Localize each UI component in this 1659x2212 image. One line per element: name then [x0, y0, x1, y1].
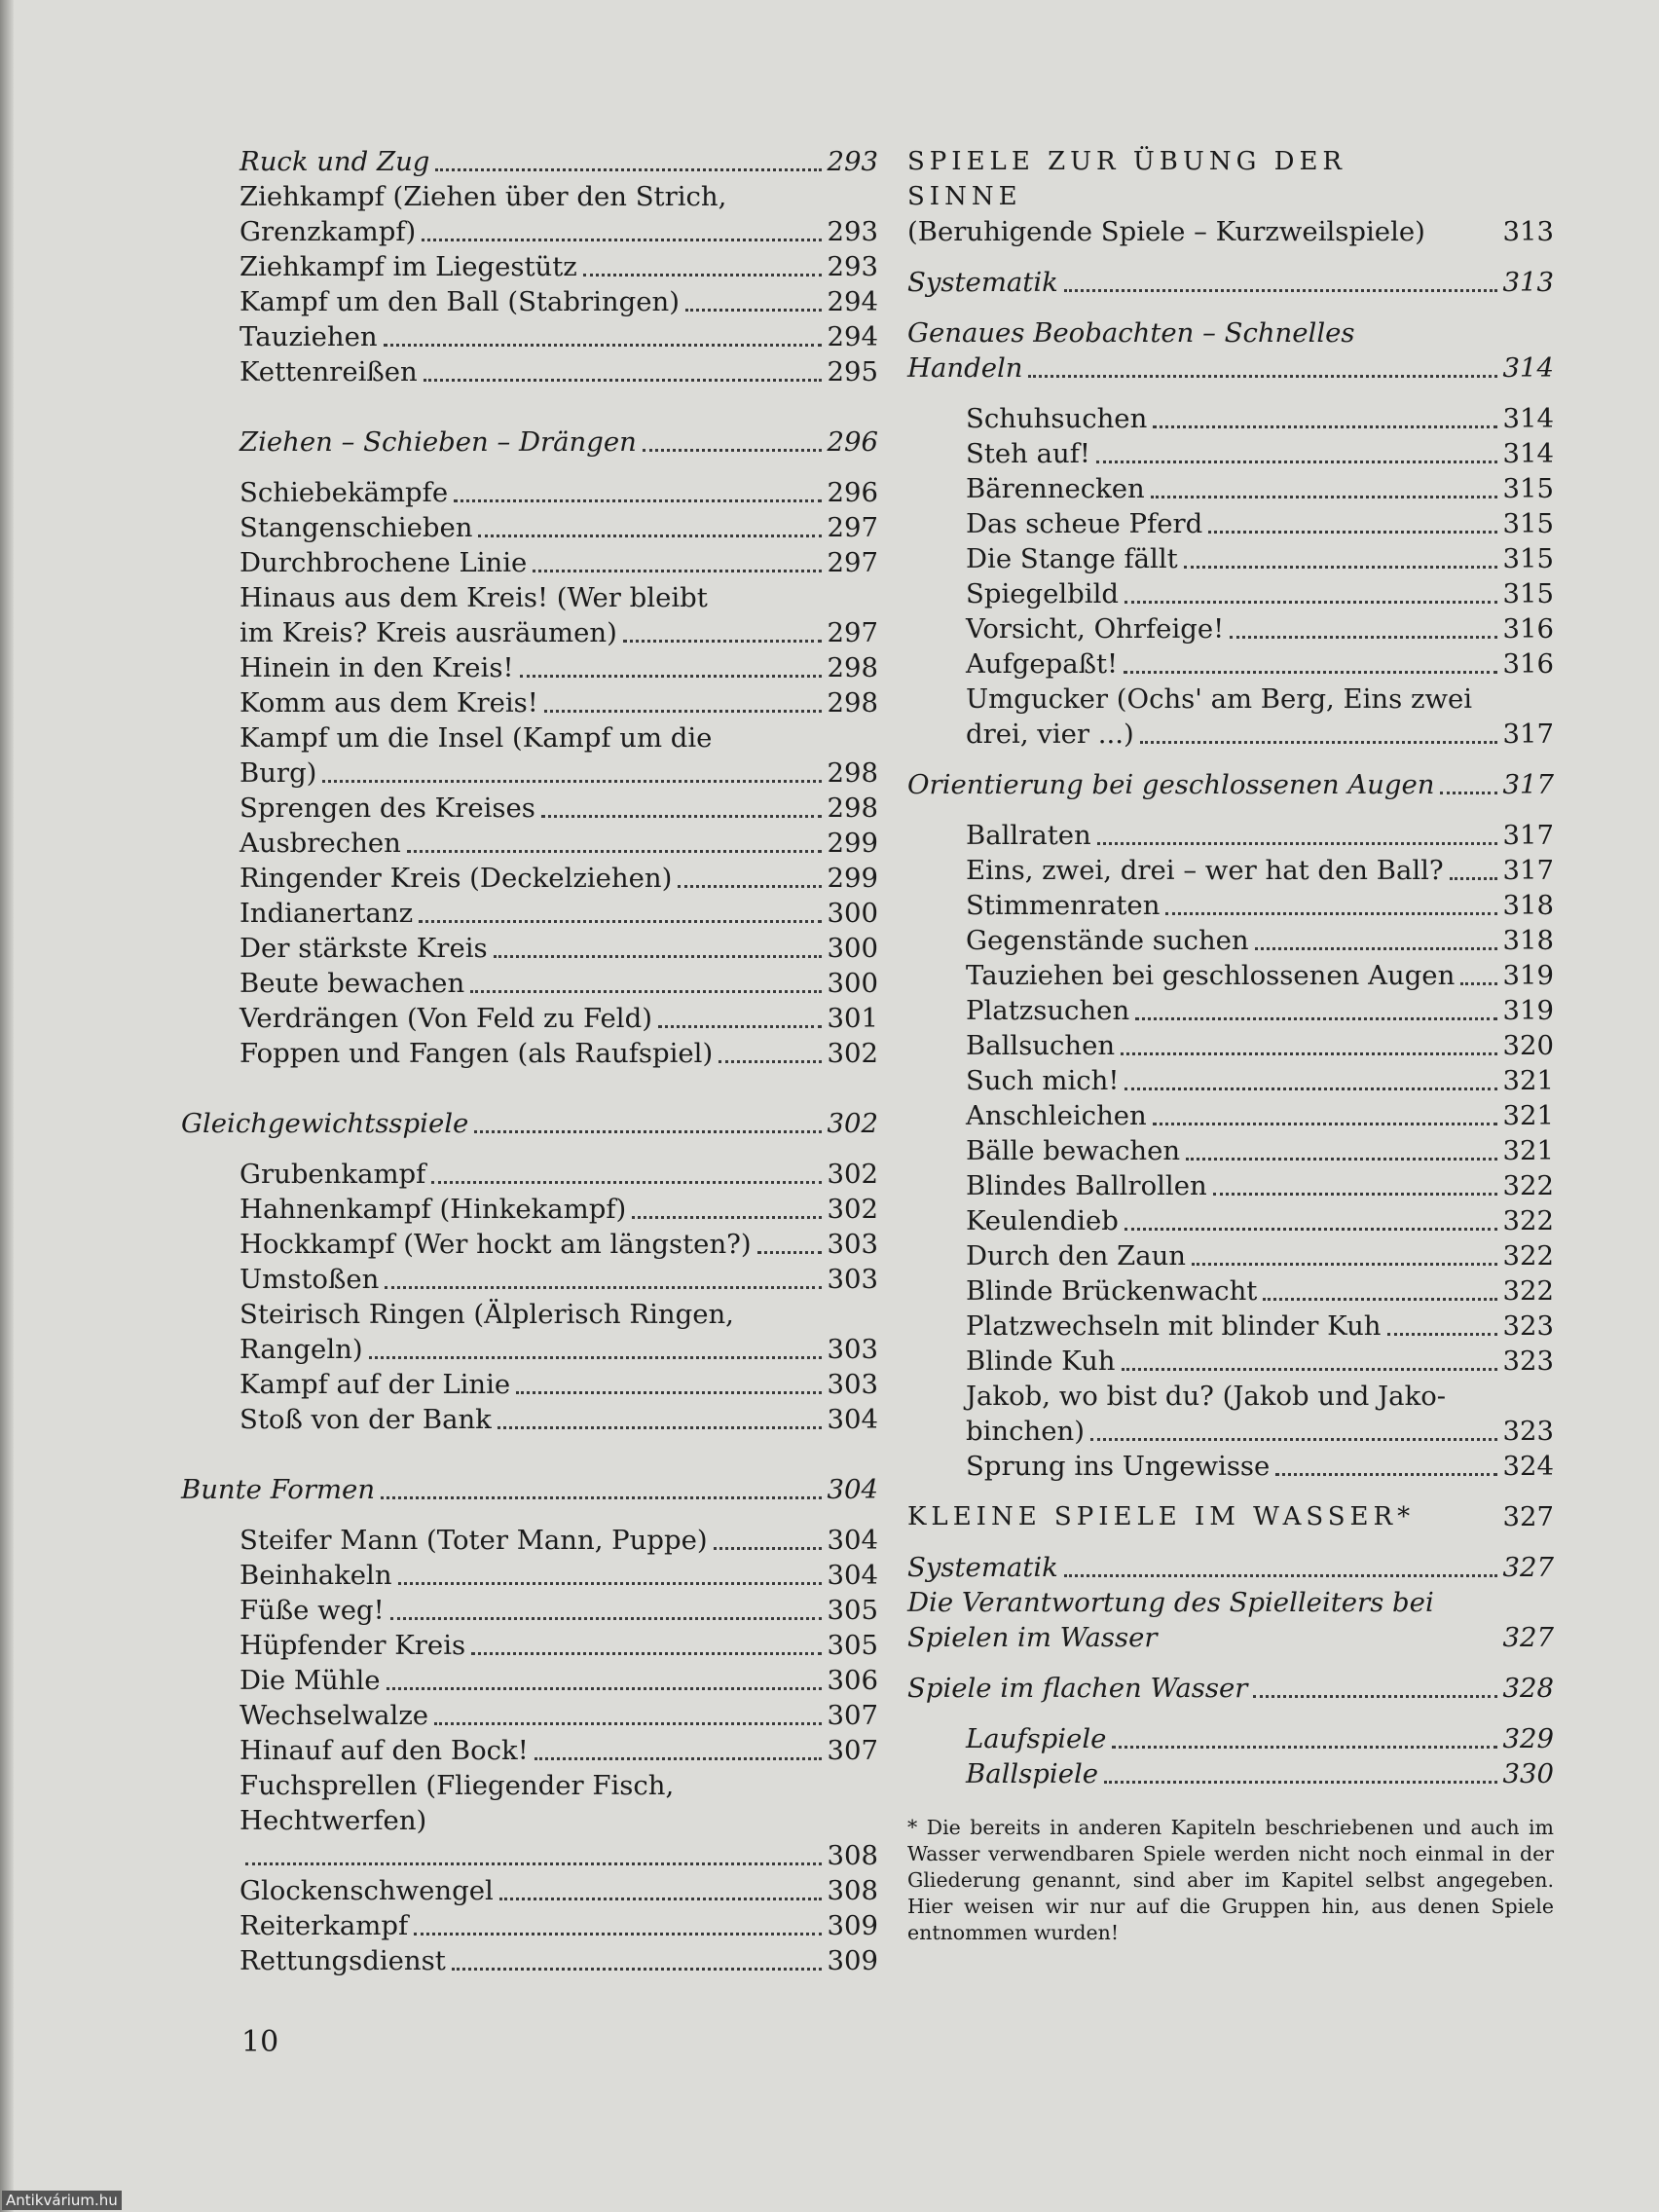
toc-list-bunte-formen — [240, 1523, 878, 1978]
toc-entry — [966, 888, 1554, 923]
toc-entry-title: Foppen und Fangen (als Raufspiel) — [240, 1038, 714, 1069]
toc-entry-page: 302 — [827, 1194, 878, 1225]
toc-entry — [240, 545, 878, 580]
toc-entry-title: Beute bewachen — [240, 968, 465, 999]
toc-heading-line1: Genaues Beobachten – Schnelles — [907, 317, 1355, 349]
toc-entry — [240, 284, 878, 319]
toc-entry-page: 309 — [827, 1945, 878, 1976]
toc-entry-page: 322 — [1502, 1205, 1554, 1236]
toc-entry — [240, 896, 878, 931]
toc-entry-page: 324 — [1502, 1451, 1554, 1482]
toc-entry-title: Die Stange fällt — [966, 543, 1178, 574]
chapter-title-line2: SINNE — [907, 182, 1022, 211]
toc-entry — [240, 1001, 878, 1036]
toc-entry — [240, 214, 878, 249]
toc-entry-page: 298 — [827, 652, 878, 683]
toc-entry — [966, 818, 1554, 853]
toc-entry — [240, 650, 878, 685]
toc-heading-title: Ruck und Zug — [240, 146, 430, 177]
toc-entry-page: 299 — [827, 828, 878, 859]
toc-entry — [966, 1721, 1554, 1756]
toc-entry-title: Tauziehen — [240, 321, 378, 352]
toc-entry-page: 320 — [1502, 1030, 1554, 1061]
toc-entry — [240, 1908, 878, 1943]
toc-heading — [907, 1550, 1554, 1585]
toc-entry — [240, 685, 878, 720]
toc-entry — [240, 510, 878, 545]
toc-entry-page: 315 — [1502, 578, 1554, 609]
toc-heading — [240, 424, 878, 460]
toc-entry-page: 321 — [1502, 1135, 1554, 1166]
chapter-subtitle — [907, 214, 1554, 249]
toc-heading — [907, 350, 1554, 386]
toc-entry — [240, 354, 878, 389]
toc-entry — [966, 1273, 1554, 1309]
toc-entry — [966, 1098, 1554, 1133]
toc-entry-page: 316 — [1502, 613, 1554, 645]
toc-entry-title: Blinde Brückenwacht — [966, 1275, 1258, 1307]
toc-entry-page: 322 — [1502, 1240, 1554, 1272]
toc-heading-page: 328 — [1502, 1673, 1554, 1704]
toc-entry-title: Ballspiele — [966, 1758, 1099, 1789]
toc-heading-title: Systematik — [907, 267, 1058, 298]
toc-entry-page: 315 — [1502, 543, 1554, 574]
toc-entry-title: Füße weg! — [240, 1595, 385, 1626]
toc-entry — [240, 1943, 878, 1978]
toc-entry-page: 303 — [827, 1229, 878, 1260]
toc-entry — [966, 1756, 1554, 1791]
toc-heading-page: 327 — [1502, 1552, 1554, 1583]
toc-entry — [966, 436, 1554, 471]
toc-entry-title: Durch den Zaun — [966, 1240, 1187, 1272]
toc-entry-page: 298 — [827, 793, 878, 824]
toc-heading-page: 293 — [827, 146, 878, 177]
toc-heading-page: 304 — [827, 1474, 878, 1505]
toc-entry-title: drei, vier ...) — [966, 719, 1134, 750]
toc-entry — [966, 1028, 1554, 1063]
toc-entry — [966, 1344, 1554, 1379]
toc-entry — [240, 1332, 878, 1367]
toc-entry-page: 309 — [827, 1910, 878, 1941]
toc-entry-title: binchen) — [966, 1416, 1085, 1447]
toc-entry-title: Rettungsdienst — [240, 1945, 446, 1976]
toc-heading — [240, 144, 878, 179]
toc-entry-title: Indianertanz — [240, 898, 414, 929]
toc-entry — [240, 861, 878, 896]
toc-entry — [240, 615, 878, 650]
toc-heading-title: Spiele im flachen Wasser — [907, 1673, 1248, 1704]
toc-entry — [240, 319, 878, 354]
page-edge-shadow — [0, 0, 14, 2212]
toc-entry — [966, 923, 1554, 958]
toc-entry-page: 305 — [827, 1630, 878, 1661]
toc-entry-page: 293 — [827, 251, 878, 282]
toc-entry-page: 300 — [827, 898, 878, 929]
toc-entry — [966, 717, 1554, 752]
toc-heading — [181, 1472, 878, 1507]
toc-entry-title: Hahnenkampf (Hinkekampf) — [240, 1194, 627, 1225]
toc-entry-title: Kampf auf der Linie — [240, 1369, 511, 1400]
footnote: * Die bereits in anderen Kapiteln beschriebenen und auch im Wasser verwendbaren Spiele werden nicht noch einmal in der Gliederung genannt, sind aber im Kapitel selbst angegeben. Hier weisen wir nur auf die Gruppen hin, aus denen Spiele entnommen wurden! — [907, 1816, 1554, 1944]
toc-list-gleichgewichtsspiele — [240, 1157, 878, 1437]
toc-entry-page: 295 — [827, 356, 878, 387]
toc-entry-page: 330 — [1502, 1758, 1554, 1789]
toc-entry-title: Steh auf! — [966, 438, 1090, 469]
toc-entry-page: 300 — [827, 933, 878, 964]
toc-entry-title: Ziehkampf im Liegestütz — [240, 251, 577, 282]
chapter-title-text: KLEINE SPIELE IM WASSER* — [907, 1502, 1416, 1531]
toc-entry-line: Hechtwerfen) — [240, 1805, 427, 1836]
toc-entry-title: Kampf um den Ball (Stabringen) — [240, 286, 680, 317]
toc-entry-title: Sprengen des Kreises — [240, 793, 535, 824]
chapter-subtitle-title: (Beruhigende Spiele – Kurzweilspiele) — [907, 216, 1425, 247]
toc-entry-title: im Kreis? Kreis ausräumen) — [240, 617, 617, 648]
toc-entry — [240, 966, 878, 1001]
toc-entry — [966, 853, 1554, 888]
toc-entry — [240, 1663, 878, 1698]
toc-list-ziehen-schieben — [240, 475, 878, 1071]
toc-heading — [907, 767, 1554, 802]
toc-entry-page: 303 — [827, 1334, 878, 1365]
toc-entry-title: Schiebekämpfe — [240, 477, 449, 508]
toc-list-flaches-wasser — [907, 1721, 1554, 1791]
toc-entry-page: 298 — [827, 757, 878, 789]
chapter-title-page: 327 — [1502, 1501, 1554, 1532]
toc-entry-page: 308 — [827, 1875, 878, 1906]
chapter-title-line1: SPIELE ZUR ÜBUNG DER — [907, 147, 1346, 176]
toc-entry — [240, 1558, 878, 1593]
toc-entry — [966, 1238, 1554, 1273]
toc-entry-page: 315 — [1502, 508, 1554, 539]
toc-entry-title: Kettenreißen — [240, 356, 418, 387]
toc-entry — [966, 646, 1554, 682]
toc-entry — [240, 826, 878, 861]
toc-entry — [966, 611, 1554, 646]
toc-entry-title: Ballsuchen — [966, 1030, 1116, 1061]
toc-entry-title: Sprung ins Ungewisse — [966, 1451, 1271, 1482]
toc-entry-page: 314 — [1502, 403, 1554, 434]
toc-list-orientierung — [907, 818, 1554, 1484]
toc-entry-page: 297 — [827, 512, 878, 543]
toc-entry-title: Eins, zwei, drei – wer hat den Ball? — [966, 855, 1444, 886]
toc-heading-title: Spielen im Wasser — [907, 1622, 1158, 1653]
toc-entry-page: 300 — [827, 968, 878, 999]
toc-heading-title: Bunte Formen — [181, 1474, 376, 1505]
toc-entry-page: 297 — [827, 547, 878, 578]
toc-entry — [240, 1628, 878, 1663]
toc-entry — [966, 958, 1554, 993]
toc-entry-page: 315 — [1502, 473, 1554, 504]
toc-entry-page: 322 — [1502, 1275, 1554, 1307]
toc-heading-line1: Die Verantwortung des Spielleiters bei — [907, 1587, 1434, 1618]
toc-entry-page: 302 — [827, 1038, 878, 1069]
toc-entry — [240, 1157, 878, 1192]
toc-entry-title: Vorsicht, Ohrfeige! — [966, 613, 1225, 645]
chapter-title-wasser — [907, 1499, 1554, 1534]
toc-entry — [240, 1593, 878, 1628]
toc-right-column — [907, 144, 1554, 1946]
toc-entry-title: Ringender Kreis (Deckelziehen) — [240, 863, 673, 894]
toc-heading-title: Handeln — [907, 352, 1023, 384]
toc-heading-page: 302 — [827, 1108, 878, 1139]
toc-entry-page: 323 — [1502, 1346, 1554, 1377]
toc-entry-page: 298 — [827, 687, 878, 719]
toc-heading-page: 296 — [827, 426, 878, 458]
toc-entry-title: Grubenkampf — [240, 1159, 426, 1190]
toc-entry-title: Hockkampf (Wer hockt am längsten?) — [240, 1229, 752, 1260]
toc-entry-page: 317 — [1502, 719, 1554, 750]
toc-heading-title: Systematik — [907, 1552, 1058, 1583]
toc-entry-title: Hüpfender Kreis — [240, 1630, 466, 1661]
toc-entry — [240, 1192, 878, 1227]
toc-entry-page: 303 — [827, 1369, 878, 1400]
toc-entry-title: Burg) — [240, 757, 317, 789]
toc-entry-title: Bälle bewachen — [966, 1135, 1181, 1166]
toc-entry-title: Such mich! — [966, 1065, 1120, 1096]
toc-entry — [240, 1733, 878, 1768]
toc-entry-title: Blinde Kuh — [966, 1346, 1116, 1377]
toc-entry-title: Verdrängen (Von Feld zu Feld) — [240, 1003, 652, 1034]
toc-heading-page: 317 — [1502, 769, 1554, 800]
toc-heading — [181, 1106, 878, 1141]
toc-entry-page: 302 — [827, 1159, 878, 1190]
toc-list-beobachten — [907, 401, 1554, 752]
toc-entry-page: 305 — [827, 1595, 878, 1626]
toc-entry-title: Der stärkste Kreis — [240, 933, 488, 964]
toc-entry-page: 304 — [827, 1404, 878, 1435]
toc-entry-page: 293 — [827, 216, 878, 247]
toc-entry — [966, 506, 1554, 541]
toc-heading-title: Gleichgewichtsspiele — [181, 1108, 469, 1139]
toc-entry-title: Stoß von der Bank — [240, 1404, 492, 1435]
toc-entry-page: 321 — [1502, 1065, 1554, 1096]
toc-entry-page: 318 — [1502, 925, 1554, 956]
toc-entry — [240, 756, 878, 791]
toc-entry-title: Anschleichen — [966, 1100, 1147, 1131]
toc-entry-title: Die Mühle — [240, 1665, 381, 1696]
toc-entry-page: 304 — [827, 1560, 878, 1591]
toc-entry-page: 319 — [1502, 960, 1554, 991]
toc-left-column — [181, 144, 878, 1978]
toc-entry-page: 296 — [827, 477, 878, 508]
toc-entry-title: Ballraten — [966, 820, 1091, 851]
toc-entry-page: 329 — [1502, 1723, 1554, 1754]
watermark: Antikvárium.hu — [2, 2191, 122, 2210]
toc-entry — [966, 1414, 1554, 1449]
toc-entry-page: 294 — [827, 286, 878, 317]
toc-entry-page: 304 — [827, 1525, 878, 1556]
toc-entry-page: 307 — [827, 1735, 878, 1766]
toc-entry-line: Hinaus aus dem Kreis! (Wer bleibt — [240, 582, 708, 613]
toc-entry — [240, 1873, 878, 1908]
toc-entry-page: 314 — [1502, 438, 1554, 469]
toc-entry — [240, 1367, 878, 1402]
toc-entry — [240, 1402, 878, 1437]
toc-entry-page: 322 — [1502, 1170, 1554, 1201]
toc-entry-title: Umstoßen — [240, 1264, 380, 1295]
chapter-subtitle-page: 313 — [1502, 216, 1554, 247]
toc-entry-page: 308 — [827, 1840, 878, 1871]
toc-entry-title: Schuhsuchen — [966, 403, 1148, 434]
toc-entry-title: Reiterkampf — [240, 1910, 409, 1941]
toc-entry-line: Jakob, wo bist du? (Jakob und Jako- — [966, 1381, 1447, 1412]
toc-entry-title: Platzwechseln mit blinder Kuh — [966, 1310, 1382, 1342]
toc-entry-page: 301 — [827, 1003, 878, 1034]
toc-entry-title: Beinhakeln — [240, 1560, 392, 1591]
page-number: 10 — [241, 2025, 279, 2059]
toc-entry-title: Wechselwalze — [240, 1700, 429, 1731]
toc-entry — [240, 1036, 878, 1071]
toc-entry-page: 317 — [1502, 820, 1554, 851]
toc-entry — [240, 1523, 878, 1558]
toc-entry-title: Komm aus dem Kreis! — [240, 687, 538, 719]
toc-entry-page: 297 — [827, 617, 878, 648]
toc-entry-page: 316 — [1502, 648, 1554, 680]
toc-entry — [966, 1168, 1554, 1203]
toc-heading-page: 313 — [1502, 267, 1554, 298]
toc-entry — [240, 475, 878, 510]
toc-entry-title: Hinauf auf den Bock! — [240, 1735, 529, 1766]
toc-entry — [240, 1262, 878, 1297]
toc-heading-page: 314 — [1502, 352, 1554, 384]
toc-entry-title: Ausbrechen — [240, 828, 401, 859]
toc-entry-line: Fuchsprellen (Fliegender Fisch, — [240, 1770, 675, 1801]
toc-entry — [966, 1133, 1554, 1168]
toc-entry — [240, 931, 878, 966]
toc-entry-title: Tauziehen bei geschlossenen Augen — [966, 960, 1456, 991]
toc-entry — [240, 791, 878, 826]
toc-entry-page: 299 — [827, 863, 878, 894]
toc-entry — [240, 1698, 878, 1733]
toc-entry-page: 323 — [1502, 1310, 1554, 1342]
toc-entry-page: 317 — [1502, 855, 1554, 886]
toc-entry-title: Das scheue Pferd — [966, 508, 1203, 539]
toc-entry-title: Glockenschwengel — [240, 1875, 494, 1906]
toc-entry — [966, 401, 1554, 436]
toc-entry — [966, 471, 1554, 506]
toc-heading-title: Ziehen – Schieben – Drängen — [240, 426, 637, 458]
toc-entry-title: Grenzkampf) — [240, 216, 417, 247]
toc-entry — [240, 249, 878, 284]
toc-list-ruck-und-zug — [240, 179, 878, 389]
toc-heading — [907, 265, 1554, 300]
toc-heading-title: Orientierung bei geschlossenen Augen — [907, 769, 1435, 800]
toc-entry-title: Platzsuchen — [966, 995, 1130, 1026]
toc-entry — [966, 1309, 1554, 1344]
toc-heading — [907, 1620, 1554, 1655]
toc-entry-page: 321 — [1502, 1100, 1554, 1131]
toc-entry — [966, 993, 1554, 1028]
toc-entry-title: Spiegelbild — [966, 578, 1119, 609]
toc-entry — [966, 1063, 1554, 1098]
toc-entry — [966, 541, 1554, 576]
toc-entry-title: Bärennecken — [966, 473, 1145, 504]
toc-entry-page: 303 — [827, 1264, 878, 1295]
toc-entry-line: Ziehkampf (Ziehen über den Strich, — [240, 181, 727, 212]
toc-entry-page: 323 — [1502, 1416, 1554, 1447]
toc-entry-page: 319 — [1502, 995, 1554, 1026]
toc-entry-line: Kampf um die Insel (Kampf um die — [240, 722, 713, 754]
toc-entry-title: Steifer Mann (Toter Mann, Puppe) — [240, 1525, 708, 1556]
toc-entry — [240, 1838, 878, 1873]
toc-entry — [966, 1449, 1554, 1484]
toc-entry — [240, 1227, 878, 1262]
toc-entry-page: 318 — [1502, 890, 1554, 921]
toc-entry-title: Stangenschieben — [240, 512, 473, 543]
toc-entry-page: 294 — [827, 321, 878, 352]
toc-entry-title: Keulendieb — [966, 1205, 1119, 1236]
toc-heading — [907, 1671, 1554, 1706]
toc-entry-title: Rangeln) — [240, 1334, 363, 1365]
toc-entry — [966, 1203, 1554, 1238]
toc-entry-page: 307 — [827, 1700, 878, 1731]
toc-heading-page: 327 — [1502, 1622, 1554, 1653]
toc-entry-title: Laufspiele — [966, 1723, 1107, 1754]
toc-entry-title: Stimmenraten — [966, 890, 1161, 921]
toc-entry-line: Steirisch Ringen (Älplerisch Ringen, — [240, 1299, 734, 1330]
toc-entry — [966, 576, 1554, 611]
toc-entry-line: Umgucker (Ochs' am Berg, Eins zwei — [966, 683, 1473, 715]
toc-entry-title: Aufgepaßt! — [966, 648, 1119, 680]
toc-entry-title: Blindes Ballrollen — [966, 1170, 1207, 1201]
toc-entry-page: 306 — [827, 1665, 878, 1696]
toc-entry-title: Durchbrochene Linie — [240, 547, 528, 578]
toc-entry-title: Hinein in den Kreis! — [240, 652, 514, 683]
toc-entry-title: Gegenstände suchen — [966, 925, 1249, 956]
